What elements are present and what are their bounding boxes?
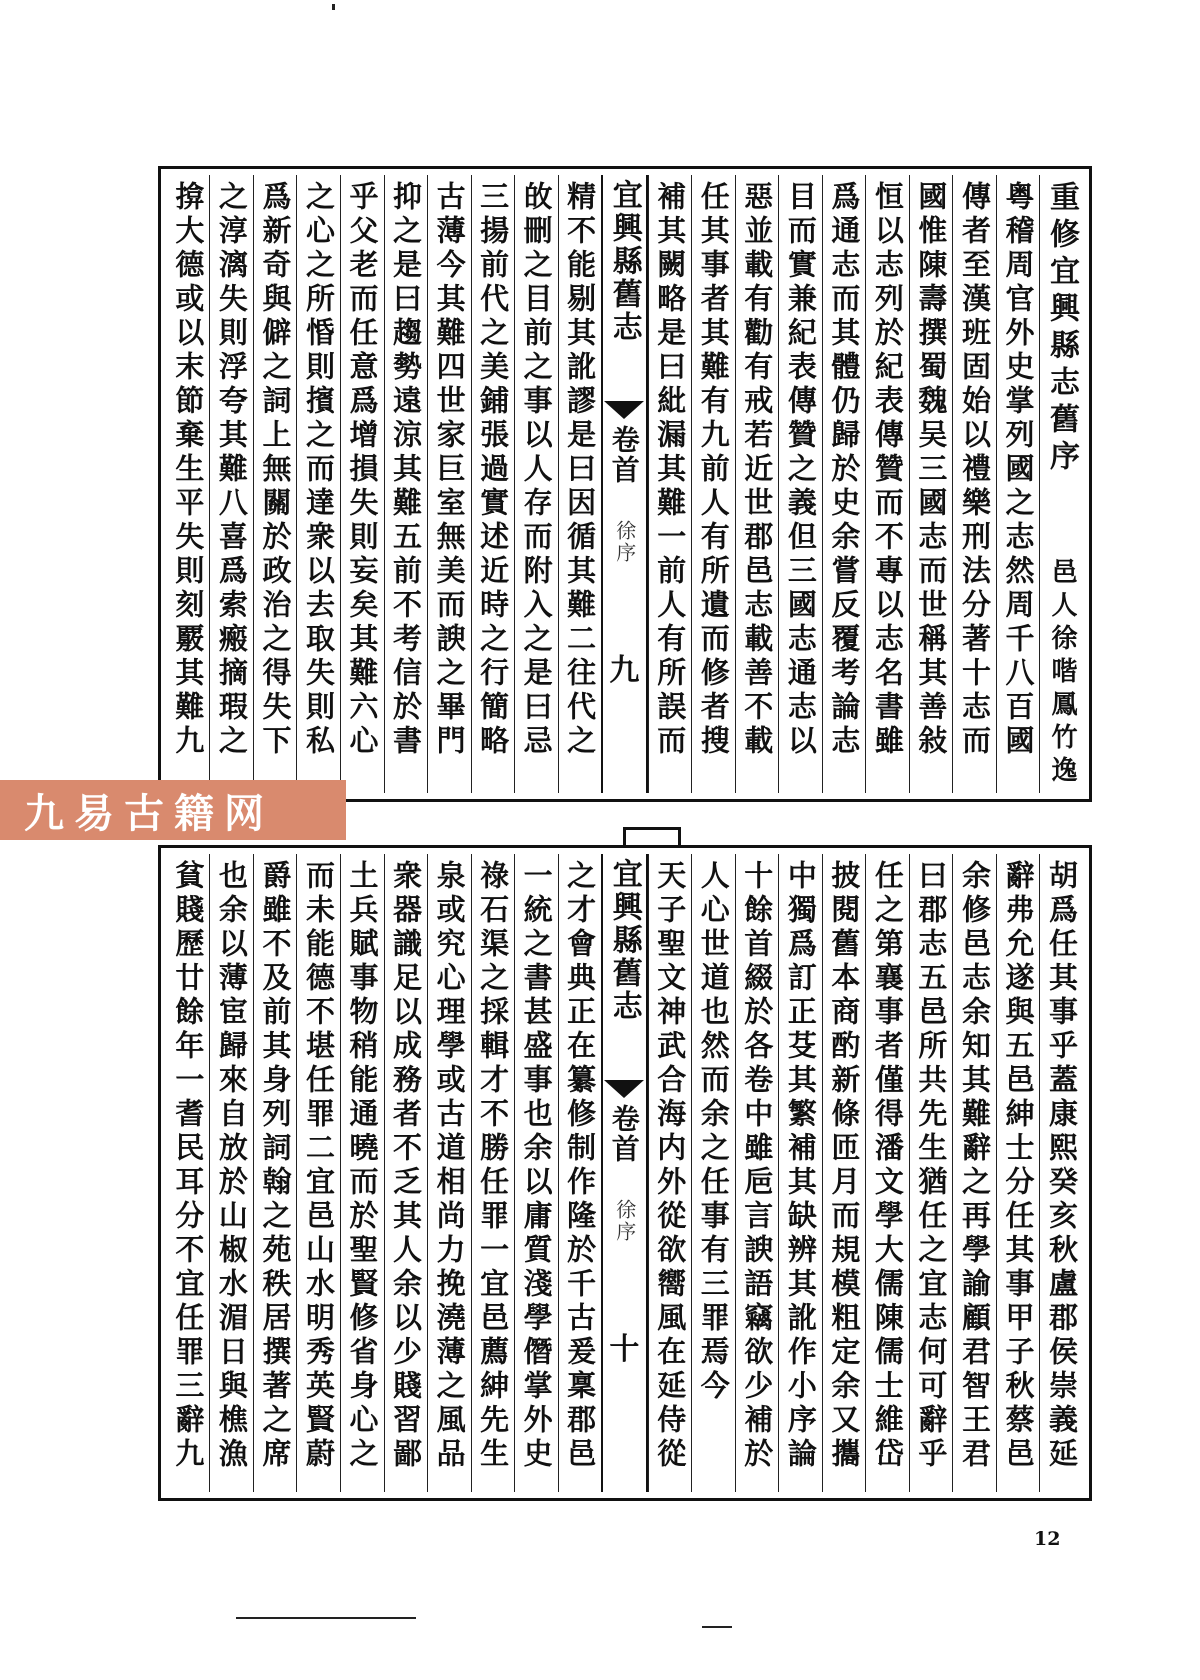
- text-column: [909, 854, 953, 1492]
- scan-mark-bottom-left: [236, 1617, 416, 1619]
- text-column: [952, 854, 996, 1492]
- text-column: [735, 175, 779, 793]
- column-text: [297, 860, 340, 1488]
- author-name: 邑人徐喈鳳竹逸: [1047, 558, 1077, 789]
- text-column: [865, 175, 909, 793]
- column-line: 抑之是曰趨勢遠涼其難五前不考信於書: [389, 181, 424, 759]
- section-label: 徐序: [612, 520, 637, 564]
- text-column: [691, 854, 735, 1492]
- text-column: [558, 175, 602, 793]
- column-line: 也余以薄宦歸來自放於山椒水湄日與樵漁: [214, 860, 249, 1472]
- column-text: [866, 860, 909, 1488]
- watermark-logo: 九易古籍网: [0, 780, 346, 840]
- book-title: 宜興縣舊志: [606, 179, 642, 344]
- column-line: 人心世道也然而余之任事有三罪焉今: [696, 860, 731, 1404]
- text-column: [952, 175, 996, 793]
- column-line: 爲新奇與僻之詞上無關於政治之得失下: [258, 181, 293, 759]
- column-line: 三揚前代之美鋪張過實述近時之行簡略: [476, 181, 511, 759]
- column-text: [997, 181, 1040, 789]
- column-text: [297, 181, 340, 789]
- column-text: [910, 181, 953, 789]
- column-line: 揜大德或以末節棄生平失則刻覈其難九: [171, 181, 206, 759]
- column-line: 惡並載有勸有戒若近世郡邑志載善不載: [740, 181, 775, 759]
- text-column: [384, 175, 428, 793]
- column-line: 之淳漓失則浮夸其難八喜爲索瘢摘瑕之: [214, 181, 249, 759]
- fish-tail-mark-icon: [604, 1080, 644, 1098]
- column-text: [953, 181, 996, 789]
- text-column: [471, 854, 515, 1492]
- text-column: [209, 854, 253, 1492]
- column-text: [254, 860, 297, 1488]
- column-text: [736, 860, 779, 1488]
- banxin-center-column: [601, 175, 648, 793]
- column-line: 任其事者其難有九前人有所遺而修者搜: [696, 181, 731, 759]
- text-column: [822, 175, 866, 793]
- column-line: 辭弗允遂與五邑紳士分任其事甲子秋蔡邑: [1001, 860, 1036, 1472]
- text-column: [822, 854, 866, 1492]
- column-text: [210, 860, 253, 1488]
- banxin-center-column: [601, 854, 648, 1492]
- column-text: [210, 181, 253, 789]
- column-text: [167, 860, 210, 1488]
- column-text: [515, 860, 558, 1488]
- text-column: [691, 175, 735, 793]
- text-column: [167, 854, 210, 1492]
- column-line: 傳者至漢班固始以禮樂刑法分著十志而: [957, 181, 992, 759]
- column-text: [341, 860, 384, 1488]
- text-column: [340, 175, 384, 793]
- text-column: [648, 175, 692, 793]
- column-text: [997, 860, 1040, 1488]
- column-line: 重修宜興縣志舊序: [1044, 181, 1079, 477]
- column-text: [385, 860, 428, 1488]
- column-line: 余修邑志余知其難辭之再學諭顧君智王君: [957, 860, 992, 1472]
- column-line: 粤稽周官外史掌列國之志然周千八百國: [1001, 181, 1036, 759]
- text-column: [996, 854, 1040, 1492]
- text-column: [296, 175, 340, 793]
- column-line: 土兵賦事物稍能通曉而於聖賢修省身心之: [345, 860, 380, 1472]
- preface-title: [1040, 181, 1083, 789]
- column-line: 之心之所惛則擯之而達衆以去取失則私: [301, 181, 336, 759]
- column-line: 恒以志列於紀表傳贊而不專以志名書雖: [870, 181, 905, 759]
- column-line: 乎父老而任意爲增損失則妄矣其難六心: [345, 181, 380, 759]
- text-column: [996, 175, 1040, 793]
- column-text: [428, 181, 471, 789]
- column-line: 衆器識足以成務者不乏其人余以少賤習鄙: [389, 860, 424, 1472]
- upper-page-columns: [167, 175, 1083, 793]
- column-text: [823, 860, 866, 1488]
- lower-page-panel: [158, 845, 1092, 1501]
- column-text: [953, 860, 996, 1488]
- column-text: [559, 860, 602, 1488]
- section-label: 徐序: [612, 1199, 637, 1243]
- text-column: [648, 854, 692, 1492]
- column-text: [559, 181, 602, 789]
- column-text: [649, 181, 692, 789]
- column-line: 爵雖不及前其身列詞翰之苑秩居撰著之席: [258, 860, 293, 1472]
- column-text: [167, 181, 210, 789]
- column-text: [1040, 860, 1083, 1488]
- text-column: [427, 175, 471, 793]
- column-line: 披閱舊本商酌新條匝月而規模粗定余又攜: [827, 860, 862, 1472]
- column-text: [428, 860, 471, 1488]
- column-text: [823, 181, 866, 789]
- page-number: 12: [1034, 1528, 1061, 1550]
- column-text: [515, 181, 558, 789]
- text-column: [1039, 854, 1083, 1492]
- column-line: 而未能德不堪任罪二宜邑山水明秀英賢蔚: [301, 860, 336, 1472]
- column-line: 十餘首綴於各卷中雖巵言諛語竊欲少補於: [740, 860, 775, 1472]
- column-line: 泉或究心理學或古道相尚力挽澆薄之風品: [432, 860, 467, 1472]
- column-line: 爲通志而其體仍歸於史余嘗反覆考論志: [827, 181, 862, 759]
- text-column: [427, 854, 471, 1492]
- text-column: [167, 175, 210, 793]
- column-line: 貧賤歷廿餘年一耆民耳分不宜任罪三辭九: [171, 860, 206, 1472]
- column-text: [692, 181, 735, 789]
- column-text: [472, 860, 515, 1488]
- column-text: [779, 181, 822, 789]
- book-title: 宜興縣舊志: [606, 858, 642, 1023]
- column-line: 曰郡志五邑所共先生猶任之宜志何可辭乎: [914, 860, 949, 1472]
- column-line: 補其闕略是曰紕漏其難一前人有所誤而: [653, 181, 688, 759]
- text-column: [384, 854, 428, 1492]
- column-line: 古薄今其難四世家巨室無美而諛之畢門: [432, 181, 467, 759]
- text-column: [514, 175, 558, 793]
- column-line: 祿石渠之採輯才不勝任罪一宜邑薦紳先生: [476, 860, 511, 1472]
- column-text: [385, 181, 428, 789]
- column-line: 國惟陳壽撰蜀魏吴三國志而世稱其善敍: [914, 181, 949, 759]
- text-column: [471, 175, 515, 793]
- text-column: [778, 175, 822, 793]
- scan-mark-bottom-right: [702, 1626, 732, 1628]
- column-text: [472, 181, 515, 789]
- column-line: 精不能剔其訛謬是曰因循其難二往代之: [563, 181, 598, 759]
- lower-page-columns: [167, 854, 1083, 1492]
- text-column: [1039, 175, 1083, 793]
- text-column: [735, 854, 779, 1492]
- text-column: [865, 854, 909, 1492]
- column-line: 一統之書甚盛事也余以庸質淺學僭掌外史: [519, 860, 554, 1472]
- fish-tail-mark-icon: [604, 401, 644, 419]
- folio-number: 九: [609, 653, 640, 688]
- text-column: [558, 854, 602, 1492]
- column-text: [910, 860, 953, 1488]
- volume-label: 卷首: [607, 1104, 641, 1164]
- text-column: [909, 175, 953, 793]
- column-line: 天子聖文神武合海内外從欲嚮風在延侍從: [653, 860, 688, 1472]
- upper-page-panel: [158, 166, 1092, 802]
- column-line: 敀刪之目前之事以人存而附入之是曰忌: [519, 181, 554, 759]
- column-line: 胡爲任其事乎蓋康熙癸亥秋盧郡侯崇義延: [1045, 860, 1079, 1472]
- text-column: [253, 175, 297, 793]
- column-text: [692, 860, 735, 1488]
- text-column: [209, 175, 253, 793]
- column-text: [341, 181, 384, 789]
- folio-number: 十: [609, 1332, 640, 1367]
- column-line: 之才會典正在纂修制作隆於千古爰稟郡邑: [563, 860, 598, 1472]
- column-line: 目而實兼紀表傳贊之義但三國志通志以: [783, 181, 818, 759]
- scan-mark-top: [332, 4, 335, 10]
- column-text: [866, 181, 909, 789]
- column-text: [779, 860, 822, 1488]
- text-column: [778, 854, 822, 1492]
- column-text: [736, 181, 779, 789]
- volume-label: 卷首: [607, 425, 641, 485]
- text-column: [514, 854, 558, 1492]
- column-line: 中獨爲訂正芟其繁補其缺辨其訛作小序論: [783, 860, 818, 1472]
- text-column: [296, 854, 340, 1492]
- text-column: [340, 854, 384, 1492]
- column-text: [649, 860, 692, 1488]
- column-line: 任之第襄事者僅得潘文學大儒陳儒士維岱: [870, 860, 905, 1472]
- text-column: [253, 854, 297, 1492]
- column-text: [254, 181, 297, 789]
